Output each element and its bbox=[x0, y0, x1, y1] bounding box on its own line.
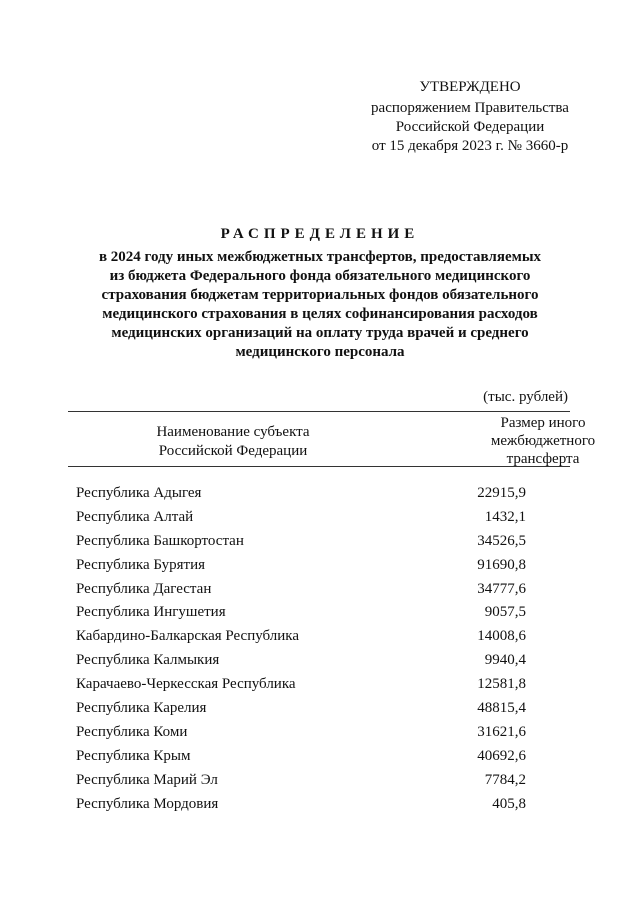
transfer-amount: 9940,4 bbox=[484, 652, 526, 669]
region-name: Кабардино-Балкарская Республика bbox=[76, 628, 300, 645]
transfer-amount: 9057,5 bbox=[484, 604, 526, 621]
subtitle-line: медицинского страхования в целях софинансирования расходов bbox=[102, 306, 538, 322]
region-name: Республика Дагестан bbox=[76, 580, 212, 597]
subtitle-line: медицинских организаций на оплату труда врачей и среднего bbox=[111, 325, 529, 341]
table-row bbox=[76, 745, 526, 769]
transfer-amount: 40692,6 bbox=[477, 747, 526, 764]
header-line: межбюджетного bbox=[490, 433, 596, 449]
approval-line: распоряжением Правительства bbox=[371, 100, 569, 116]
table-body bbox=[76, 482, 526, 816]
region-name: Республика Адыгея bbox=[76, 485, 202, 501]
subtitle-line: из бюджета Федерального фонда обязательного медицинского bbox=[109, 268, 531, 284]
subtitle-line: в 2024 году иных межбюджетных трансфертов, предоставляемых bbox=[98, 249, 542, 265]
region-name: Республика Бурятия bbox=[76, 556, 206, 573]
region-name: Республика Калмыкия bbox=[76, 652, 220, 669]
approval-block bbox=[330, 78, 610, 156]
table-row bbox=[76, 721, 526, 745]
transfer-amount: 14008,6 bbox=[477, 628, 526, 645]
table-row bbox=[76, 769, 526, 793]
region-name: Республика Карелия bbox=[76, 700, 207, 717]
approval-line: Российской Федерации bbox=[395, 119, 545, 135]
transfer-amount: 22915,9 bbox=[477, 485, 526, 501]
amount-column-header bbox=[463, 414, 623, 468]
approval-line: от 15 декабря 2023 г. № 3660-р bbox=[371, 138, 569, 154]
transfer-amount: 91690,8 bbox=[477, 556, 526, 573]
header-line: Российской Федерации bbox=[158, 443, 308, 459]
header-line: Размер иного bbox=[500, 415, 586, 431]
transfer-amount: 34777,6 bbox=[477, 580, 526, 597]
region-name: Республика Мордовия bbox=[76, 795, 219, 812]
transfer-amount: 31621,6 bbox=[477, 723, 526, 740]
subtitle-line: медицинского персонала bbox=[235, 344, 405, 360]
table-row bbox=[76, 601, 526, 625]
table-row bbox=[76, 649, 526, 673]
table-row bbox=[76, 554, 526, 578]
table-row bbox=[76, 578, 526, 602]
region-name: Республика Крым bbox=[76, 747, 191, 764]
transfer-amount: 405,8 bbox=[492, 795, 526, 812]
region-column-header bbox=[68, 423, 398, 461]
table-row bbox=[76, 793, 526, 817]
region-name: Республика Ингушетия bbox=[76, 604, 226, 621]
table-row bbox=[76, 530, 526, 554]
document-subtitle bbox=[60, 248, 580, 362]
table-row bbox=[76, 506, 526, 530]
transfer-amount: 12581,8 bbox=[477, 676, 526, 693]
document-title: РАСПРЕДЕЛЕНИЕ bbox=[220, 226, 420, 242]
transfer-amount: 1432,1 bbox=[484, 508, 526, 525]
table-row bbox=[76, 482, 526, 506]
approval-heading: УТВЕРЖДЕНО bbox=[419, 79, 521, 95]
table-row bbox=[76, 673, 526, 697]
table-row bbox=[76, 697, 526, 721]
table-header bbox=[68, 411, 596, 467]
region-name: Карачаево-Черкесская Республика bbox=[76, 676, 296, 693]
units-note: (тыс. рублей) bbox=[483, 389, 568, 405]
transfer-amount: 34526,5 bbox=[477, 532, 526, 549]
region-name: Республика Башкортостан bbox=[76, 532, 244, 549]
region-name: Республика Коми bbox=[76, 723, 188, 740]
subtitle-line: страхования бюджетам территориальных фондов обязательного bbox=[101, 287, 539, 303]
transfer-amount: 7784,2 bbox=[484, 771, 526, 788]
region-name: Республика Алтай bbox=[76, 508, 194, 525]
header-line: Наименование субъекта bbox=[156, 424, 310, 440]
transfer-amount: 48815,4 bbox=[477, 700, 526, 717]
region-name: Республика Марий Эл bbox=[76, 771, 218, 788]
header-line: трансферта bbox=[506, 451, 580, 467]
table-row bbox=[76, 625, 526, 649]
